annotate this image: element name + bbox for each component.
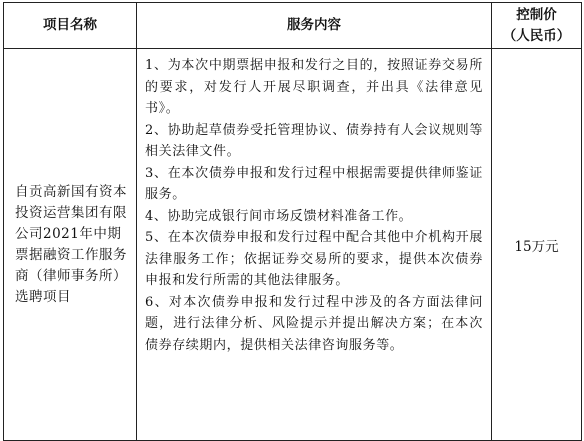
- header-control-price: [492, 3, 582, 49]
- service-item-1: 1、为本次中期票据申报和发行之目的，按照证券交易所的要求，对发行人开展尽职调查，并出具《法律意见书》。: [145, 58, 483, 116]
- control-price-cell: 15万元: [492, 49, 582, 441]
- service-item-6: 6、对本次债券申报和发行过程中涉及的各方面法律问题，进行法律分析、风险提示并提出解决方案；在本次债券存续期内，提供相关法律咨询服务等。: [145, 294, 483, 353]
- table-header-row: [4, 3, 582, 49]
- header-price-line2: （人民币）: [502, 27, 571, 44]
- header-project-name: 项目名称: [4, 3, 137, 49]
- service-item-3: 3、在本次债券申报和发行过程中根据需要提供律师鉴证服务。: [145, 165, 483, 202]
- table-row: [4, 49, 582, 441]
- service-content-cell: [137, 49, 492, 441]
- header-price-line1: 控制价: [516, 6, 557, 23]
- service-item-5: 5、在本次债券申报和发行过程中配合其他中介机构开展法律服务工作；依据证券交易所的要求，提供本次债券申报和发行所需的其他法律服务。: [145, 230, 483, 288]
- service-item-4: 4、协助完成银行间市场反馈材料准备工作。: [145, 208, 413, 224]
- header-service-content: 服务内容: [137, 3, 492, 49]
- service-item-2: 2、协助起草债券受托管理协议、债券持有人会议规则等相关法律文件。: [145, 122, 483, 159]
- project-name-cell: 自贡高新国有资本投资运营集团有限公司2021年中期票据融资工作服务商（律师事务所）选聘项目: [4, 49, 137, 441]
- service-table: [3, 2, 582, 441]
